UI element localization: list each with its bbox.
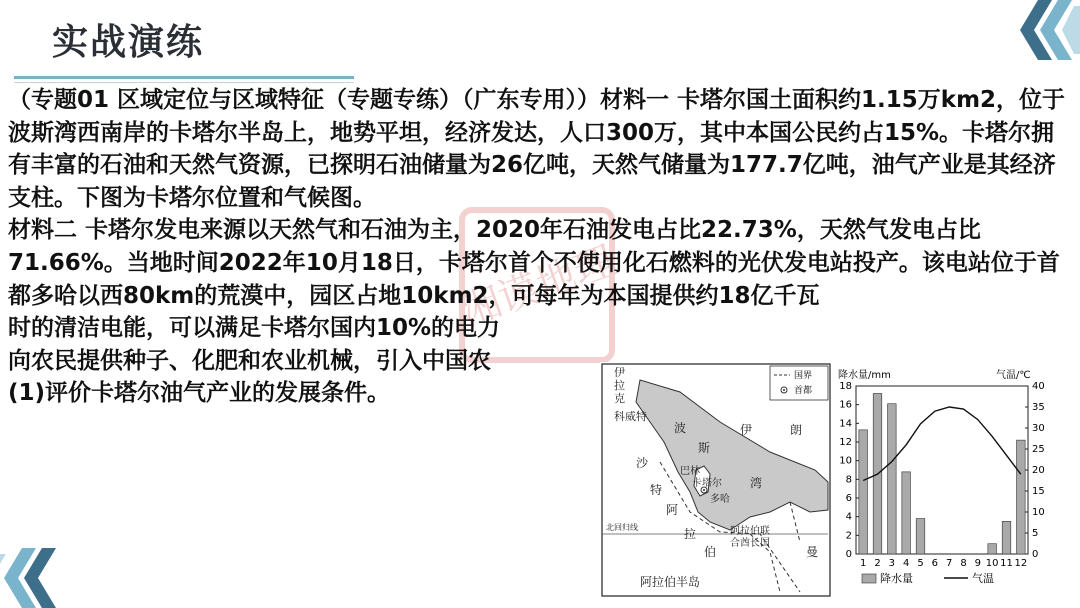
label-saudi-5: 伯	[704, 545, 717, 559]
chart-ytick-right-label: 35	[1032, 402, 1045, 413]
chart-xtick-label: 6	[931, 558, 939, 569]
climate-chart	[838, 368, 1045, 585]
chart-xtick-label: 1	[859, 558, 867, 569]
label-saudi-1: 沙	[636, 456, 649, 470]
chart-xtick-label: 8	[960, 558, 967, 569]
label-peninsula: 阿拉伯半岛	[640, 575, 701, 589]
chart-ylabel-right: 气温/℃	[996, 370, 1031, 381]
label-tropic: 北回归线	[606, 523, 638, 532]
chart-ytick-left-label: 12	[839, 437, 852, 448]
label-saudi-4: 拉	[684, 527, 697, 541]
precip-bar	[1002, 521, 1011, 554]
precip-bar	[1017, 440, 1026, 554]
label-doha: 多哈	[710, 494, 730, 505]
chart-ytick-left-label: 18	[839, 381, 852, 392]
question-one: (1)评价卡塔尔油气产业的发展条件。	[8, 380, 391, 407]
label-iran-2: 朗	[790, 423, 803, 437]
label-gulf-2: 斯	[698, 441, 711, 455]
chevron-right-decor-icon	[1012, 0, 1080, 72]
chart-xtick-label: 12	[1014, 558, 1028, 569]
legend-capital-label: 首都	[794, 386, 813, 396]
label-gulf-3: 湾	[750, 476, 763, 490]
precip-bar	[902, 472, 911, 554]
chart-ytick-right-label: 20	[1032, 465, 1045, 476]
precip-bar	[888, 404, 897, 554]
svg-text:克: 克	[614, 392, 625, 405]
temperature-line	[863, 407, 1021, 481]
page-title: 实战演练	[52, 22, 205, 63]
chart-ytick-right-label: 10	[1032, 507, 1045, 518]
label-gulf-1: 波	[674, 421, 687, 435]
precip-bar	[859, 430, 868, 554]
chart-ytick-right-label: 0	[1032, 549, 1039, 560]
legend-border-label: 国界	[794, 371, 813, 381]
material-two-line-b: 向农民提供种子、化肥和农业机械，引入中国农	[8, 347, 491, 374]
chart-xtick-label: 10	[985, 558, 999, 569]
material-two-line-a: 时的清洁电能，可以满足卡塔尔国内10%的电力	[8, 315, 501, 342]
figure-svg	[600, 362, 1060, 600]
chart-ytick-left-label: 10	[839, 455, 852, 467]
legend-temp-label: 气温	[972, 572, 994, 585]
chart-ytick-left-label: 4	[845, 511, 852, 523]
material-one-paragraph: （专题01 区域定位与区域特征（专题专练）（广东专用））材料一 卡塔尔国土面积约1.15万km2，位于波斯湾西南岸的卡塔尔半岛上，地势平坦，经济发达，人口300万，其中本国公民约占15%。卡塔尔拥有丰富的石油和天然气资源，已探明石油储量为26亿吨，天然气储量为177.7亿吨，油气产业是其经济支柱。下图为卡塔尔位置和气候图。	[8, 87, 1066, 211]
title-underline	[14, 76, 354, 79]
precip-bar	[988, 544, 997, 554]
label-saudi-3: 阿	[666, 503, 679, 517]
label-saudi-2: 特	[650, 483, 663, 497]
precip-bar	[916, 519, 925, 554]
chart-ytick-left-label: 8	[845, 474, 852, 486]
chart-xtick-label: 3	[888, 558, 896, 569]
chart-xtick-label: 7	[945, 558, 953, 569]
svg-text:湘谟地理: 湘谟地理	[454, 237, 621, 336]
chart-ytick-right-label: 25	[1032, 444, 1045, 455]
title-underline-thin	[14, 82, 354, 83]
chart-xtick-label: 4	[902, 558, 910, 569]
chart-ytick-left-label: 16	[839, 399, 852, 411]
chevron-left-decor-icon	[0, 540, 68, 608]
chart-xtick-label: 11	[1000, 558, 1013, 569]
chart-ytick-right-label: 15	[1032, 486, 1045, 497]
chart-ytick-right-label: 30	[1032, 423, 1045, 434]
label-iran-1: 伊	[740, 423, 753, 437]
chart-xtick-label: 9	[974, 558, 982, 569]
label-iraq: 伊	[614, 366, 625, 379]
label-qatar: 卡塔尔	[692, 478, 722, 489]
material-two-paragraph: 材料二 卡塔尔发电来源以天然气和石油为主，2020年石油发电占比22.73%，天然气发电占比71.66%。当地时间2022年10月18日，卡塔尔首个不使用化石燃料的光伏发电站投产。该电站位于首都多哈以西80km的荒漠中，园区占地10km2，可每年为本国提供约18亿千瓦	[8, 217, 1060, 309]
svg-text:拉: 拉	[614, 379, 625, 392]
location-climate-figure	[600, 362, 1060, 600]
label-bahrain: 巴林	[680, 466, 700, 477]
label-oman: 曼	[806, 545, 819, 559]
legend-precip-swatch	[862, 574, 876, 583]
chart-ytick-left-label: 2	[845, 530, 852, 542]
chart-ytick-right-label: 5	[1032, 528, 1039, 539]
label-uae-2: 合酋长国	[730, 538, 770, 549]
label-uae-1: 阿拉伯联	[730, 526, 770, 537]
chart-xtick-label: 5	[917, 558, 924, 569]
legend-precip-label: 降水量	[880, 572, 913, 585]
chart-ytick-left-label: 6	[845, 493, 852, 504]
chart-ylabel-left: 降水量/mm	[838, 370, 891, 381]
chart-ytick-left-label: 14	[839, 418, 852, 430]
chart-ytick-right-label: 40	[1032, 381, 1045, 392]
chart-ytick-left-label: 0	[845, 549, 852, 560]
label-kuwait: 科威特	[614, 410, 647, 423]
chart-xtick-label: 2	[874, 558, 881, 569]
